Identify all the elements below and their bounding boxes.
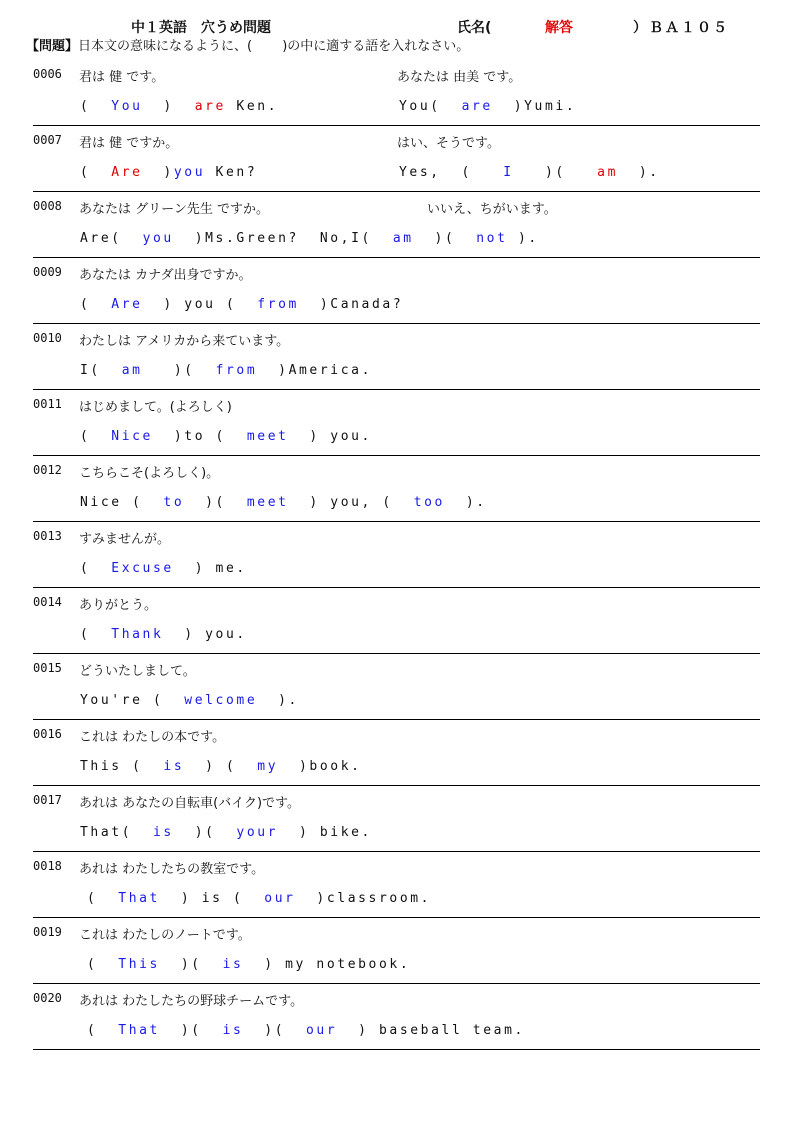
question-number: 0009: [33, 265, 62, 279]
sentence-text: ) is (: [160, 891, 265, 906]
sentence-text: Yes, (: [399, 165, 504, 180]
answer-word: is: [153, 825, 174, 840]
answer-word: are: [194, 99, 226, 114]
sentence-text: ) bike.: [278, 825, 372, 840]
sentence-text: )Ms.Green? No,I(: [173, 231, 393, 246]
japanese-sentence: ありがとう。: [79, 598, 158, 613]
question-item: [33, 653, 760, 720]
sentence-text: (: [80, 99, 112, 114]
question-item: [33, 851, 760, 918]
answer-word: Are: [111, 297, 143, 312]
sentence-text: )(: [513, 165, 598, 180]
sentence-text: )(: [243, 1023, 306, 1038]
sentence-text: )Yumi.: [492, 99, 577, 114]
answer-word: from: [257, 297, 299, 312]
sentence-text: )classroom.: [295, 891, 432, 906]
sentence-text: That(: [80, 825, 153, 840]
english-answer-line: [80, 429, 372, 444]
answer-word: This: [118, 957, 160, 972]
instruction: [26, 35, 469, 54]
sentence-text: ): [142, 99, 195, 114]
sentence-text: ).: [507, 231, 539, 246]
sentence-text: (: [80, 165, 112, 180]
english-answer-line: [80, 693, 299, 708]
japanese-sentence: こちらこそ(よろしく)。: [79, 466, 220, 481]
answer-word: to: [163, 495, 185, 510]
sentence-text: )(: [160, 957, 223, 972]
sentence-text: ) me.: [173, 561, 247, 576]
question-item: [33, 719, 760, 786]
answer-word: I: [503, 165, 514, 180]
sentence-text: ) my notebook.: [243, 957, 411, 972]
sentence-text: )(: [173, 825, 237, 840]
worksheet-code: ）ＢＡ１０５: [633, 20, 729, 36]
japanese-sentence: これは わたしの本です。: [79, 730, 226, 745]
english-answer-line: [80, 297, 403, 312]
question-item: [33, 389, 760, 456]
question-item: [33, 59, 760, 126]
question-number: 0016: [33, 727, 62, 741]
sentence-text: I(: [80, 363, 122, 378]
worksheet-title: 中１英語 穴うめ問題: [131, 20, 271, 36]
question-item: [33, 323, 760, 390]
question-item: [33, 521, 760, 588]
english-answer-line: [80, 825, 372, 840]
sentence-text: ) you (: [142, 297, 258, 312]
japanese-sentence: あれは あなたの自転車(バイク)です。: [79, 796, 300, 811]
question-number: 0015: [33, 661, 62, 675]
japanese-sentence: あれは わたしたちの野球チームです。: [79, 994, 304, 1009]
japanese-sentence-2: はい、そうです。: [397, 136, 500, 151]
english-answer-line: [80, 495, 487, 510]
japanese-sentence-2: いいえ、ちがいます。: [427, 202, 557, 217]
sentence-text: (: [87, 957, 119, 972]
answer-word: Thank: [111, 627, 164, 642]
english-answer-line-2: [399, 165, 660, 180]
english-answer-line: [80, 99, 278, 114]
japanese-sentence: これは わたしのノートです。: [79, 928, 251, 943]
answer-word: too: [413, 495, 445, 510]
sentence-text: ) baseball team.: [337, 1023, 525, 1038]
question-item: [33, 785, 760, 852]
english-answer-line: [87, 1023, 525, 1038]
english-answer-line: [80, 627, 247, 642]
answer-word: our: [264, 891, 296, 906]
question-number: 0010: [33, 331, 62, 345]
sentence-text: (: [87, 891, 119, 906]
answer-word: from: [215, 363, 258, 378]
answer-word: is: [222, 957, 244, 972]
sentence-text: This (: [80, 759, 164, 774]
japanese-sentence: わたしは アメリカから来ています。: [79, 334, 290, 349]
sentence-text: ) (: [184, 759, 258, 774]
answer-word: our: [305, 1023, 338, 1038]
sentence-text: Ken?: [205, 165, 258, 180]
answer-word: your: [236, 825, 279, 840]
sentence-text: ).: [444, 495, 487, 510]
answer-word: Nice: [111, 429, 153, 444]
question-number: 0011: [33, 397, 62, 411]
english-answer-line-2: [399, 99, 576, 114]
answer-key-label: 解答: [545, 20, 573, 36]
answer-word: not: [476, 231, 508, 246]
sentence-text: )to (: [153, 429, 247, 444]
english-answer-line: [87, 891, 431, 906]
question-item: [33, 125, 760, 192]
question-number: 0013: [33, 529, 62, 543]
sentence-text: )Canada?: [298, 297, 404, 312]
sentence-text: )(: [160, 1023, 223, 1038]
question-number: 0007: [33, 133, 62, 147]
question-number: 0006: [33, 67, 62, 81]
sentence-text: ): [142, 165, 174, 180]
name-label: 氏名(: [457, 20, 492, 36]
japanese-sentence-2: あなたは 由美 です。: [397, 70, 522, 85]
sentence-text: ) you, (: [288, 495, 414, 510]
instruction-tag: 【問題】: [26, 39, 79, 54]
english-answer-line: [80, 165, 257, 180]
instruction-text: 日本文の意味になるように、( )の中に適する語を入れなさい。: [78, 39, 470, 54]
answer-word: my: [257, 759, 279, 774]
sentence-text: Nice (: [80, 495, 164, 510]
answer-word: welcome: [184, 693, 258, 708]
sentence-text: Are(: [80, 231, 143, 246]
sentence-text: )(: [142, 363, 216, 378]
answer-word: am: [597, 165, 618, 180]
answer-word: am: [392, 231, 414, 246]
answer-word: You: [111, 99, 143, 114]
question-number: 0018: [33, 859, 62, 873]
japanese-sentence: 君は 健 ですか。: [79, 136, 179, 151]
japanese-sentence: 君は 健 です。: [79, 70, 165, 85]
question-item: [33, 917, 760, 984]
answer-word: am: [121, 363, 143, 378]
question-item: [33, 257, 760, 324]
english-answer-line: [80, 759, 362, 774]
sentence-text: (: [80, 297, 112, 312]
sentence-text: You're (: [80, 693, 185, 708]
answer-word: you: [173, 165, 206, 180]
answer-word: That: [118, 891, 160, 906]
sentence-text: )America.: [257, 363, 372, 378]
sentence-text: Ken.: [225, 99, 279, 114]
sentence-text: You(: [399, 99, 462, 114]
sentence-text: ) you.: [288, 429, 372, 444]
question-item: [33, 191, 760, 258]
answer-word: is: [222, 1023, 244, 1038]
sentence-text: )(: [184, 495, 247, 510]
english-answer-line: [80, 561, 247, 576]
answer-word: That: [118, 1023, 160, 1038]
sentence-text: )(: [413, 231, 477, 246]
sentence-text: (: [80, 429, 112, 444]
answer-word: you: [142, 231, 174, 246]
answer-word: Excuse: [111, 561, 174, 576]
japanese-sentence: すみませんが。: [79, 532, 171, 547]
question-number: 0020: [33, 991, 62, 1005]
sentence-text: )book.: [278, 759, 362, 774]
sentence-text: ).: [257, 693, 299, 708]
question-item: [33, 587, 760, 654]
question-item: [33, 983, 760, 1050]
answer-word: Are: [111, 165, 143, 180]
answer-word: meet: [246, 429, 289, 444]
question-item: [33, 455, 760, 522]
answer-word: is: [163, 759, 185, 774]
question-number: 0008: [33, 199, 62, 213]
question-number: 0012: [33, 463, 62, 477]
japanese-sentence: あれは わたしたちの教室です。: [79, 862, 265, 877]
sentence-text: ) you.: [163, 627, 247, 642]
japanese-sentence: あなたは カナダ出身ですか。: [79, 268, 252, 283]
question-number: 0019: [33, 925, 62, 939]
japanese-sentence: あなたは グリーン先生 ですか。: [79, 202, 270, 217]
question-number: 0017: [33, 793, 62, 807]
japanese-sentence: どういたしまして。: [79, 664, 196, 679]
english-answer-line: [80, 363, 372, 378]
sentence-text: (: [80, 627, 112, 642]
sentence-text: ).: [618, 165, 660, 180]
english-answer-line: [80, 231, 539, 246]
japanese-sentence: はじめまして。(よろしく): [79, 400, 232, 415]
sentence-text: (: [80, 561, 112, 576]
sentence-text: (: [87, 1023, 119, 1038]
answer-word: are: [461, 99, 493, 114]
answer-word: meet: [246, 495, 289, 510]
english-answer-line: [87, 957, 410, 972]
question-number: 0014: [33, 595, 62, 609]
